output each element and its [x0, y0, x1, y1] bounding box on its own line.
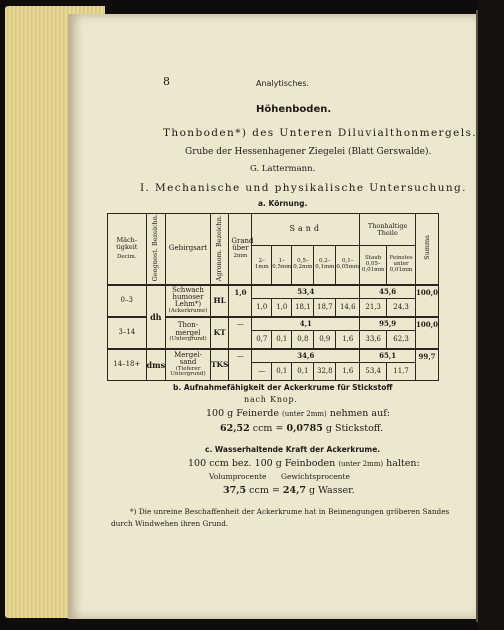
row3-sand-1: — — [252, 363, 272, 381]
row1-staub: 21,3 — [360, 299, 387, 317]
row3-geogn: dms — [146, 349, 166, 381]
row1-summa: 100,0 — [416, 285, 439, 317]
row1-grand: 1,0 — [229, 285, 252, 317]
row1-rock — [166, 285, 211, 317]
header-thon: Thonhaltige Theile — [360, 214, 416, 246]
header-summa — [416, 214, 439, 285]
section-c-label-vol: Volumprocente — [209, 472, 267, 481]
row1-rock-note: (Ackerkrume) — [168, 307, 208, 314]
row2-sand-3: 0,8 — [292, 331, 314, 349]
header-geogn — [146, 214, 166, 285]
row2-staub: 33,6 — [360, 331, 387, 349]
section-b-line1-pre: 100 g Feinerde — [206, 408, 279, 419]
row1-depth: 0–3 — [108, 285, 147, 317]
header-grand — [229, 214, 252, 285]
header-grand-unit: 2mm — [233, 253, 248, 260]
section-c-line1-post: halten: — [386, 458, 420, 469]
page-number: 8 — [163, 75, 170, 88]
row1-thon-total: 45,6 — [360, 285, 416, 299]
section-b-line1-mid: (unter 2mm) — [282, 410, 327, 418]
section-b-value-g: 0,0785 — [286, 423, 323, 434]
row1-sand-1: 1,0 — [252, 299, 272, 317]
row3-rock-label: Mergel-sand — [174, 350, 202, 367]
row2-thon-total: 95,9 — [360, 317, 416, 331]
row2-grand: — — [229, 317, 252, 349]
header-sand-5: 0,1–0,05mm — [336, 246, 360, 285]
subtitle-place: Grube der Hessenhagener Ziegelei (Blatt Gerswalde). — [185, 147, 432, 157]
header-sand-3: 0,5–0,2mm — [292, 246, 314, 285]
row1-sand-3: 18,1 — [292, 299, 314, 317]
section-c-unit-ccm: ccm = — [249, 485, 280, 496]
row1-feinstes: 24,3 — [387, 299, 416, 317]
section-c-title: c. Wasserhaltende Kraft der Ackerkrume. — [205, 445, 381, 454]
header-feinstes: Feinstes unter 0,01mm — [387, 246, 416, 285]
row3-staub: 53,4 — [360, 363, 387, 381]
header-maechtigkeit-label: Mäch-tigkeit — [116, 236, 138, 251]
row3-thon-total: 65,1 — [360, 349, 416, 363]
row3-sand-4: 32,8 — [314, 363, 336, 381]
row1-agron: ĦL — [210, 285, 229, 317]
row2-sand-1: 0,7 — [252, 331, 272, 349]
section-b-title: b. Aufnahmefähigkeit der Ackerkrume für Stickstoff — [173, 383, 393, 392]
footnote-line2: durch Windwehen ihren Grund. — [111, 519, 229, 528]
row2-rock — [166, 317, 211, 349]
row3-grand: — — [229, 349, 252, 381]
section-b-unit-g: g Stickstoff. — [325, 423, 384, 434]
section-b-value-ccm: 62,52 — [220, 423, 250, 434]
row3-rock — [166, 349, 211, 381]
grain-size-table — [107, 213, 439, 381]
subtitle-main: Thonboden*) des Unteren Diluvialthonmergels. — [163, 127, 477, 139]
row3-summa: 99,7 — [416, 349, 439, 381]
header-grand-label: Grand über — [231, 236, 254, 252]
author: G. Lattermann. — [250, 164, 316, 174]
footnote-line1: *) Die unreine Beschaffenheit der Ackerkrume hat in Beimengungen gröberen Sandes — [130, 507, 450, 516]
section-b-line2 — [220, 424, 383, 434]
section-b-unit-ccm: ccm = — [252, 423, 284, 434]
chapter-heading: I. Mechanische und physikalische Untersuchung. — [140, 182, 467, 194]
row2-sand-total: 4,1 — [252, 317, 360, 331]
row1-sand-5: 14,6 — [336, 299, 360, 317]
row3-sand-3: 0,1 — [292, 363, 314, 381]
header-decim-label: Decim. — [117, 253, 137, 260]
row1-rock-label: Schwach humoser Lehm*) — [172, 285, 204, 309]
header-sand-4: 0,2–0,1mm — [314, 246, 336, 285]
row2-agron: KT — [210, 317, 229, 349]
right-dark-border — [478, 0, 504, 630]
section-b-method: nach Knop. — [244, 395, 298, 404]
row2-feinstes: 62,3 — [387, 331, 416, 349]
section-c-unit-g: g Wasser. — [309, 485, 355, 496]
row2-summa: 100,0 — [416, 317, 439, 349]
row2-sand-5: 1,6 — [336, 331, 360, 349]
subsection-a-title: a. Körnung. — [258, 199, 308, 208]
section-b-line1-post: nehmen auf: — [329, 408, 390, 419]
row1-sand-total: 53,4 — [252, 285, 360, 299]
section-b-line1 — [206, 409, 390, 419]
row3-feinstes: 11,7 — [387, 363, 416, 381]
section-c-line2 — [223, 486, 355, 496]
section-c-line1-mid: (unter 2mm) — [338, 460, 384, 468]
row3-sand-total: 34,6 — [252, 349, 360, 363]
row2-rock-label: Thon-mergel — [175, 321, 201, 337]
row3-rock-note: (Tieferer Untergrund) — [170, 365, 206, 378]
row3-sand-2: 0,1 — [272, 363, 292, 381]
section-c-value-g: 24,7 — [282, 485, 306, 496]
row2-sand-2: 0,1 — [272, 331, 292, 349]
row2-sand-4: 0,9 — [314, 331, 336, 349]
header-geogn-label: Geognost. Bezeichn. — [151, 214, 160, 282]
section-c-label-gew: Gewichtsprocente — [281, 472, 350, 481]
section-c-line1 — [188, 459, 420, 469]
section-c-line1-pre: 100 ccm bez. 100 g Feinboden — [188, 458, 336, 469]
header-sand-1: 2–1mm — [252, 246, 272, 285]
header-agron-label: Agronom. Bezeichn. — [215, 214, 224, 281]
section-c-value-ccm: 37,5 — [223, 485, 247, 496]
header-summa-label: Summa — [422, 235, 431, 261]
header-agron — [210, 214, 229, 285]
row3-depth: 14–18+ — [108, 349, 147, 381]
geogn-dh: dh — [146, 285, 166, 349]
running-head: Analytisches. — [256, 79, 310, 88]
row1-sand-4: 18,7 — [314, 299, 336, 317]
header-sand: Sand — [252, 214, 360, 246]
row1-sand-2: 1,0 — [272, 299, 292, 317]
row2-depth: 3–14 — [108, 317, 147, 349]
section-title: Höhenboden. — [256, 104, 332, 115]
header-sand-2: 1–0,5mm — [272, 246, 292, 285]
header-gebirgsart: Gebirgsart — [166, 214, 211, 285]
row2-rock-note: (Untergrund) — [169, 336, 207, 343]
header-maechtigkeit — [108, 214, 147, 285]
header-staub: Staub 0,05–0,01mm — [360, 246, 387, 285]
row3-sand-5: 1,6 — [336, 363, 360, 381]
row3-agron: TKS — [210, 349, 229, 381]
